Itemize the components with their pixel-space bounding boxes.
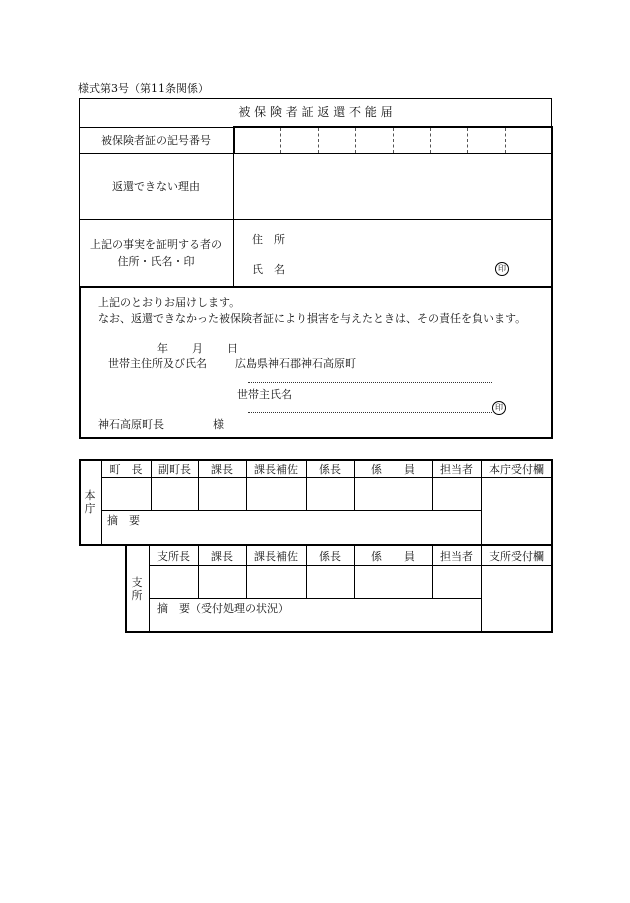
date-day-label: 日 bbox=[227, 342, 238, 355]
shisho-header-reception: 支所受付欄 bbox=[489, 550, 544, 563]
certifier-name-field[interactable] bbox=[295, 258, 485, 276]
honcho-header-mayor: 町 長 bbox=[109, 463, 143, 476]
label-column-divider bbox=[233, 153, 234, 286]
honcho-summary-label: 摘 要 bbox=[107, 514, 140, 527]
honcho-header-line bbox=[101, 477, 552, 478]
certifier-address-label: 住 所 bbox=[252, 233, 285, 246]
cert-number-label: 被保険者証の記号番号 bbox=[101, 134, 211, 147]
shisho-side-label: 支所 bbox=[131, 576, 143, 602]
honcho-border-left bbox=[79, 459, 81, 546]
date-year-label: 年 bbox=[157, 342, 168, 355]
row-line-1 bbox=[79, 127, 234, 128]
honcho-stamp-line bbox=[101, 510, 481, 511]
honcho-header-unit-chief: 係長 bbox=[319, 463, 341, 476]
shisho-border-bottom bbox=[125, 631, 553, 633]
honcho-header-assistant-chief: 課長補佐 bbox=[254, 463, 298, 476]
honcho-header-section-chief: 課長 bbox=[211, 463, 233, 476]
row-line-3 bbox=[79, 219, 552, 220]
householder-address-value: 広島県神石郡神石高原町 bbox=[235, 357, 356, 370]
honcho-header-deputy-mayor: 副町長 bbox=[158, 463, 191, 476]
addressee-label: 神石高原町長 bbox=[98, 418, 164, 431]
shisho-header-staff: 係 員 bbox=[371, 550, 415, 563]
shisho-header-branch-chief: 支所長 bbox=[157, 550, 190, 563]
row-line-4 bbox=[79, 286, 553, 288]
thick-frame-left-lower bbox=[79, 286, 81, 439]
honcho-side-label: 本庁 bbox=[84, 489, 96, 515]
householder-name-field[interactable] bbox=[248, 398, 492, 412]
honorific-label: 様 bbox=[213, 418, 224, 431]
honcho-header-staff: 係 員 bbox=[371, 463, 415, 476]
form-number: 様式第3号（第11条関係） bbox=[78, 82, 209, 95]
date-month-label: 月 bbox=[192, 342, 203, 355]
form-border-top bbox=[79, 98, 552, 99]
shisho-header-assistant-chief: 課長補佐 bbox=[254, 550, 298, 563]
certifier-address-field[interactable] bbox=[295, 229, 545, 247]
reason-field[interactable] bbox=[235, 155, 550, 218]
row-line-2 bbox=[79, 153, 552, 154]
householder-name-line bbox=[248, 412, 492, 413]
shisho-header-person-in-charge: 担当者 bbox=[440, 550, 473, 563]
thick-frame-right bbox=[551, 126, 553, 439]
shisho-header-unit-chief: 係長 bbox=[319, 550, 341, 563]
reason-label: 返還できない理由 bbox=[112, 180, 200, 193]
householder-seal-mark: 印 bbox=[492, 401, 506, 415]
shisho-header-line bbox=[149, 565, 552, 566]
certifier-label-line1: 上記の事実を証明する者の bbox=[90, 238, 222, 251]
declaration-line1: 上記のとおりお届けします。 bbox=[98, 296, 241, 309]
householder-address-field[interactable] bbox=[248, 368, 492, 382]
form-title: 被 保 険 者 証 返 還 不 能 届 bbox=[238, 105, 393, 119]
cert-number-field[interactable] bbox=[235, 129, 550, 152]
certifier-name-label: 氏 名 bbox=[252, 263, 285, 276]
shisho-header-section-chief: 課長 bbox=[211, 550, 233, 563]
householder-address-line bbox=[248, 382, 492, 383]
shisho-summary-label: 摘 要（受付処理の状況） bbox=[157, 602, 289, 615]
declaration-line2: なお、返還できなかった被保険者証により損害を与えたときは、その責任を負います。 bbox=[98, 312, 527, 325]
shisho-stamp-line bbox=[149, 598, 481, 599]
certifier-label-line2: 住所・氏名・印 bbox=[117, 255, 195, 268]
certifier-seal-mark: 印 bbox=[495, 262, 509, 276]
shisho-border-left bbox=[125, 545, 127, 633]
honcho-header-person-in-charge: 担当者 bbox=[440, 463, 473, 476]
householder-name-label: 世帯主氏名 bbox=[237, 388, 292, 401]
honcho-header-reception: 本庁受付欄 bbox=[489, 463, 544, 476]
householder-address-label: 世帯主住所及び氏名 bbox=[108, 357, 207, 370]
thick-frame-bottom bbox=[79, 437, 553, 439]
